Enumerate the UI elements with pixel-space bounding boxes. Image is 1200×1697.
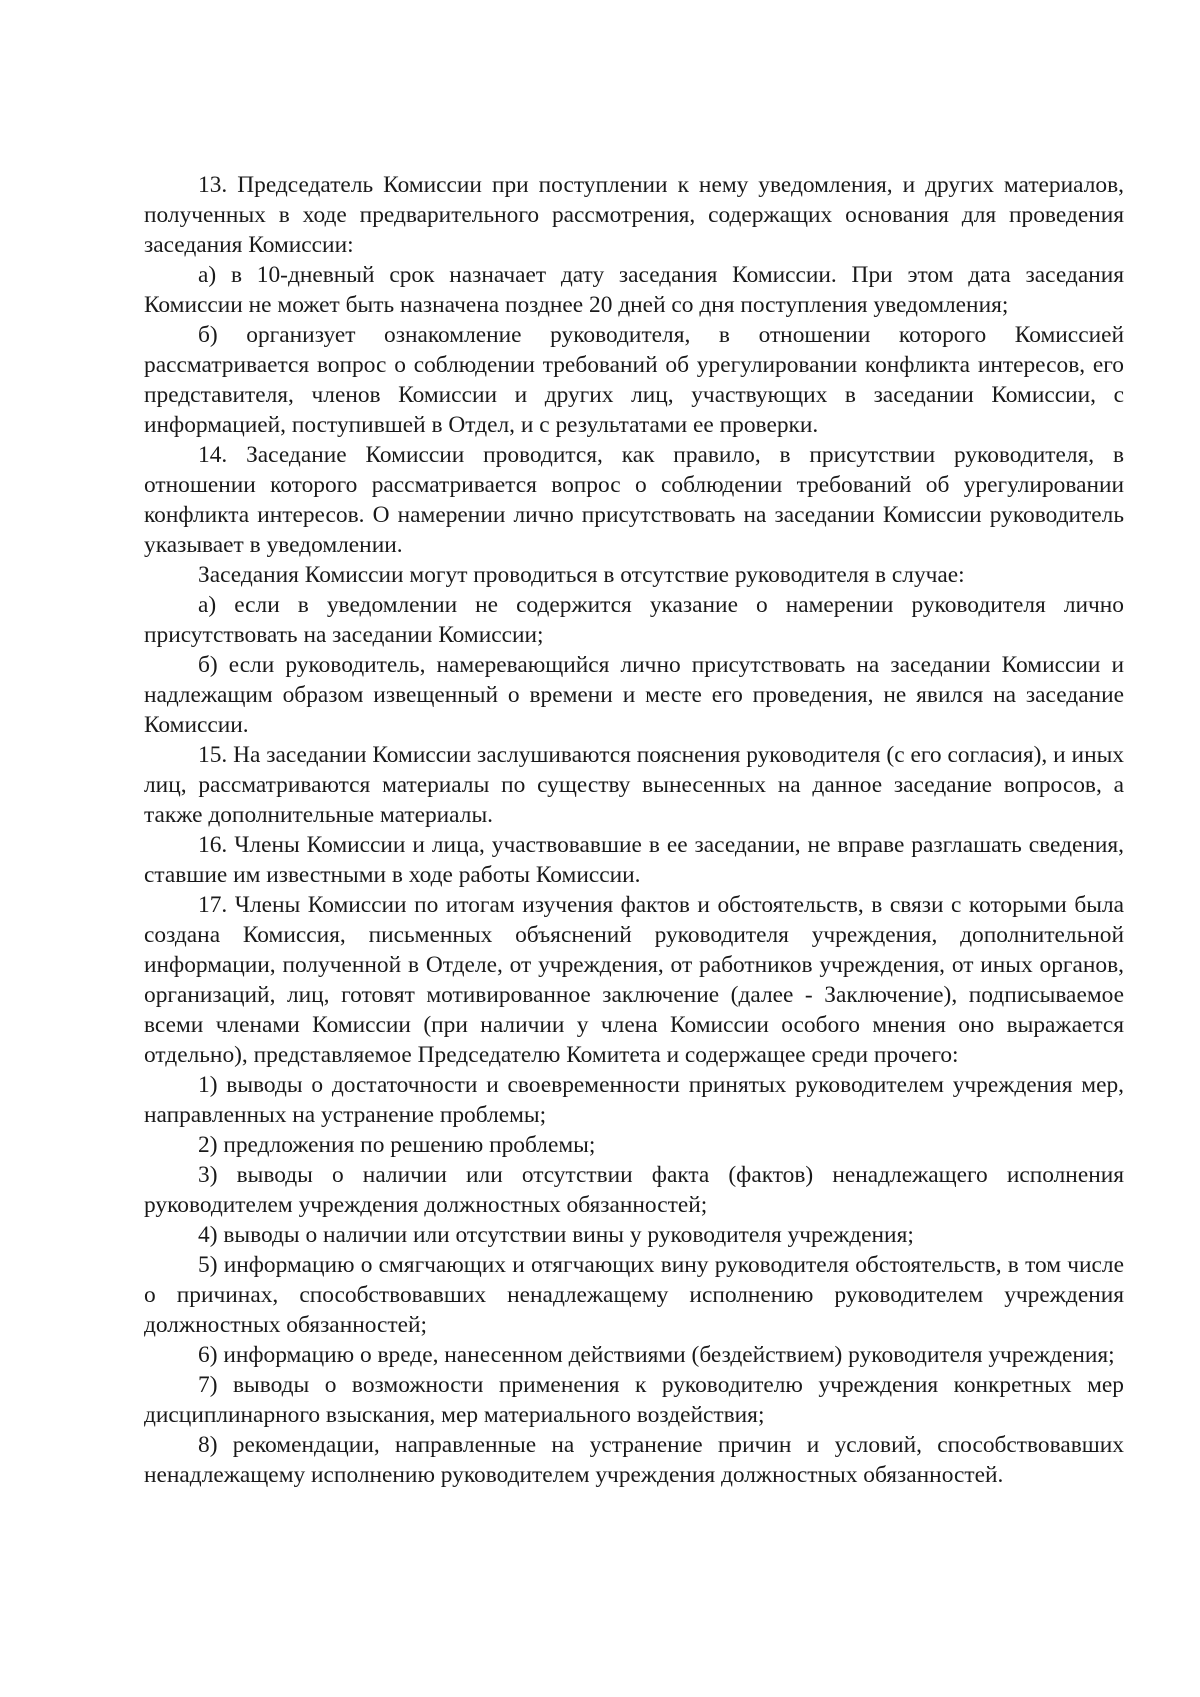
- paragraph-17-item-2: 2) предложения по решению проблемы;: [198, 1132, 596, 1158]
- paragraph-13a: а) в 10-дневный срок назначает дату заседания Комиссии. При этом дата заседания Комиссии не может быть назначена позднее 20 дней со дня поступления уведомления;: [144, 262, 1124, 318]
- paragraph-17: 17. Члены Комиссии по итогам изучения фактов и обстоятельств, в связи с которыми была создана Комиссия, письменных объяснений руководителя учреждения, дополнительной информации, полученной в Отделе, от учреждения, от работников учреждения, от иных органов, организаций, лиц, готовят мотивированное заключение (далее - Заключение), подписываемое всеми членами Комиссии (при наличии у члена Комиссии особого мнения оно выражается отдельно), представляемое Председателю Комитета и содержащее среди прочего:: [144, 892, 1124, 1068]
- paragraph-17-item-6: 6) информацию о вреде, нанесенном действиями (бездействием) руководителя учреждения;: [198, 1342, 1115, 1368]
- paragraph-14b: б) если руководитель, намеревающийся лично присутствовать на заседании Комиссии и надлежащим образом извещенный о времени и месте его проведения, не явился на заседание Комиссии.: [144, 652, 1124, 738]
- paragraph-13b: б) организует ознакомление руководителя, в отношении которого Комиссией рассматривается вопрос о соблюдении требований об урегулировании конфликта интересов, его представителя, членов Комиссии и других лиц, участвующих в заседании Комиссии, с информацией, поступившей в Отдел, и с результатами ее проверки.: [144, 322, 1124, 438]
- paragraph-17-item-5: 5) информацию о смягчающих и отягчающих вину руководителя обстоятельств, в том числе о причинах, способствовавших ненадлежащему исполнению руководителем учреждения должностных обязанностей;: [144, 1252, 1124, 1338]
- paragraph-17-item-4: 4) выводы о наличии или отсутствии вины у руководителя учреждения;: [198, 1222, 914, 1248]
- paragraph-17-item-3: 3) выводы о наличии или отсутствии факта (фактов) ненадлежащего исполнения руководителем учреждения должностных обязанностей;: [144, 1162, 1124, 1218]
- paragraph-14: 14. Заседание Комиссии проводится, как правило, в присутствии руководителя, в отношении которого рассматривается вопрос о соблюдении требований об урегулировании конфликта интересов. О намерении лично присутствовать на заседании Комиссии руководитель указывает в уведомлении.: [144, 442, 1124, 558]
- paragraph-17-item-7: 7) выводы о возможности применения к руководителю учреждения конкретных мер дисциплинарного взыскания, мер материального воздействия;: [144, 1372, 1124, 1428]
- paragraph-16: 16. Члены Комиссии и лица, участвовавшие в ее заседании, не вправе разглашать сведения, ставшие им известными в ходе работы Комиссии.: [144, 832, 1124, 888]
- paragraph-15: 15. На заседании Комиссии заслушиваются пояснения руководителя (с его согласия), и иных лиц, рассматриваются материалы по существу вынесенных на данное заседание вопросов, а также дополнительные материалы.: [144, 742, 1124, 828]
- paragraph-17-item-8: 8) рекомендации, направленные на устранение причин и условий, способствовавших ненадлежащему исполнению руководителем учреждения должностных обязанностей.: [144, 1432, 1124, 1488]
- paragraph-13: 13. Председатель Комиссии при поступлении к нему уведомления, и других материалов, полученных в ходе предварительного рассмотрения, содержащих основания для проведения заседания Комиссии:: [144, 172, 1124, 258]
- paragraph-14-absence: Заседания Комиссии могут проводиться в отсутствие руководителя в случае:: [198, 562, 965, 588]
- document-page: [144, 170, 1124, 1490]
- paragraph-17-item-1: 1) выводы о достаточности и своевременности принятых руководителем учреждения мер, направленных на устранение проблемы;: [144, 1072, 1124, 1128]
- paragraph-14a: а) если в уведомлении не содержится указание о намерении руководителя лично присутствовать на заседании Комиссии;: [144, 592, 1124, 648]
